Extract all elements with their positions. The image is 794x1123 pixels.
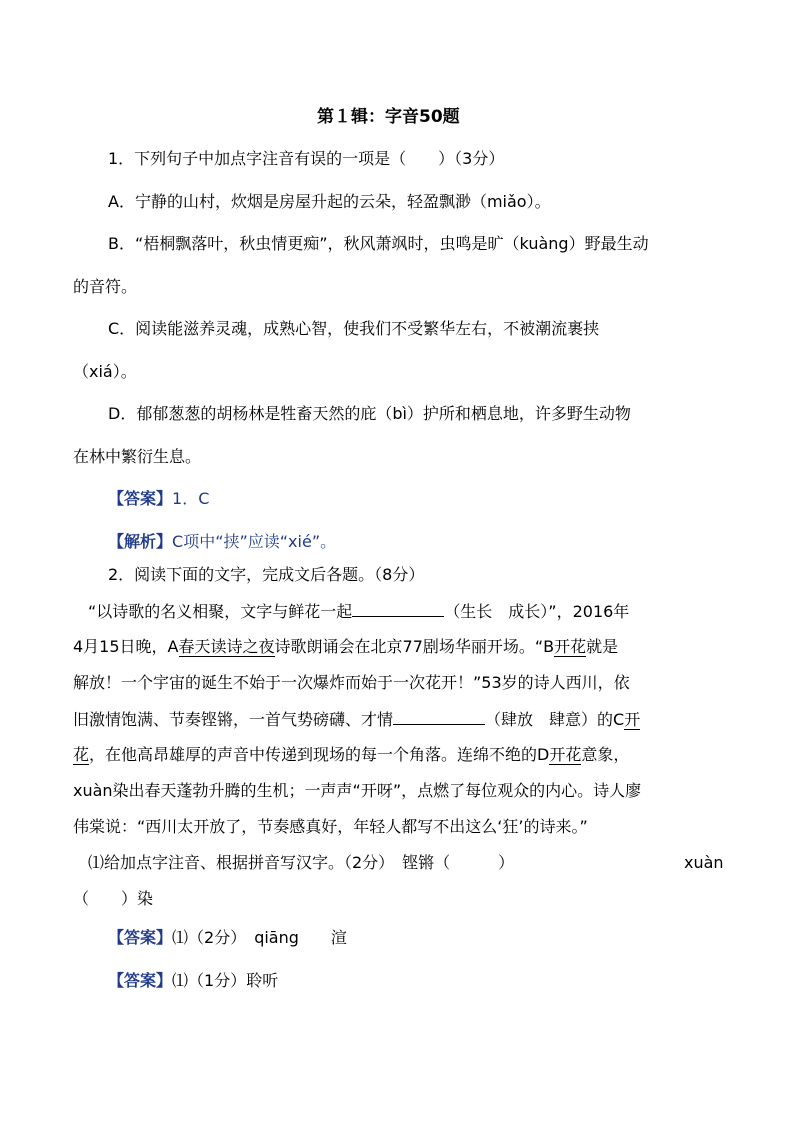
q1-stem: 1．下列句子中加点字注音有误的一项是（ ）（3分） [108, 149, 505, 168]
answer-text: ⑴（2分） qiāng 渲 [172, 928, 347, 947]
passage-text: 4月15日晚，A [73, 637, 179, 656]
passage-text: （生长 成长）”，2016年 [444, 602, 630, 621]
passage-text: （肆放 肆意）的C [485, 710, 625, 729]
q2-subquestion-1-pinyin: xuàn [684, 853, 724, 872]
q2-stem: 2．阅读下面的文字，完成文后各题。（8分） [108, 565, 425, 584]
underlined-text: 花 [73, 745, 90, 764]
analysis-text: C项中“挟”应读“xié”。 [172, 532, 337, 551]
answer-tag: 【答案】 [108, 971, 173, 990]
q1-answer [108, 488, 209, 510]
page-title: 第１辑：字音50题 [317, 107, 460, 127]
q1-option-d-line1: D．郁郁葱葱的胡杨林是牲畜天然的庇（bì）护所和栖息地，许多野生动物 [108, 404, 631, 423]
q1-option-c-line1: C．阅读能滋养灵魂，成熟心智，使我们不受繁华左右，不被潮流裹挟 [108, 319, 600, 338]
q2-passage-line1 [88, 600, 629, 623]
q1-option-d-line2: 在林中繁衍生息。 [73, 447, 202, 466]
q1-option-b-line2: 的音符。 [73, 277, 138, 296]
underlined-text: 开花 [554, 637, 587, 656]
q1-analysis [108, 531, 336, 553]
passage-text: 诗歌朗诵会在北京77剧场华丽开场。“B [274, 637, 555, 656]
q1-option-b-line1: B．“梧桐飘落叶，秋虫情更痴”，秋风萧飒时，虫鸣是旷（kuàng）野最生动 [108, 234, 649, 253]
passage-text: 旧激情饱满、节奏铿锵，一首气势磅礴、才情 [73, 710, 394, 729]
q2-answer-1 [108, 927, 347, 949]
fill-blank [393, 708, 485, 725]
answer-text: 1．C [172, 489, 210, 508]
passage-text: “以诗歌的名义相聚，文字与鲜花一起 [88, 602, 353, 621]
passage-text: 意象， [581, 745, 630, 764]
q1-option-c-line2: （xiá）。 [73, 362, 137, 381]
q2-passage-line7: 伟棠说：“西川太开放了，节奏感真好，年轻人都写不出这么‘狂’的诗来。” [73, 817, 588, 836]
q2-passage-line4 [73, 708, 640, 731]
fill-blank [352, 600, 444, 617]
q2-passage-line3: 解放！一个宇宙的诞生不始于一次爆炸而始于一次花开！”53岁的诗人西川，依 [73, 673, 630, 692]
q2-subquestion-1: ⑴给加点字注音、根据拼音写汉字。（2分） 铿锵（ ） [88, 853, 515, 872]
q2-passage-line2 [73, 636, 618, 658]
answer-text: ⑴（1分）聆听 [172, 971, 279, 990]
q2-passage-line6: xuàn染出春天蓬勃升腾的生机；一声声“开呀”，点燃了每位观众的内心。诗人廖 [73, 781, 642, 800]
passage-text: ，在他高昂雄厚的声音中传递到现场的每一个角落。连绵不绝的D [89, 745, 550, 764]
passage-text: 就是 [586, 637, 619, 656]
answer-tag: 【答案】 [108, 928, 173, 947]
underlined-text: 开 [624, 710, 641, 729]
analysis-tag: 【解析】 [108, 532, 173, 551]
q1-option-a: A．宁静的山村，炊烟是房屋升起的云朵，轻盈飘渺（miǎo）。 [108, 192, 551, 211]
underlined-text: 春天读诗之夜 [178, 637, 275, 656]
q2-passage-line5 [73, 744, 629, 766]
answer-tag: 【答案】 [108, 489, 173, 508]
underlined-text: 开花 [549, 745, 582, 764]
q2-answer-2 [108, 970, 278, 992]
q2-subquestion-1-tail: （ ）染 [73, 889, 154, 908]
